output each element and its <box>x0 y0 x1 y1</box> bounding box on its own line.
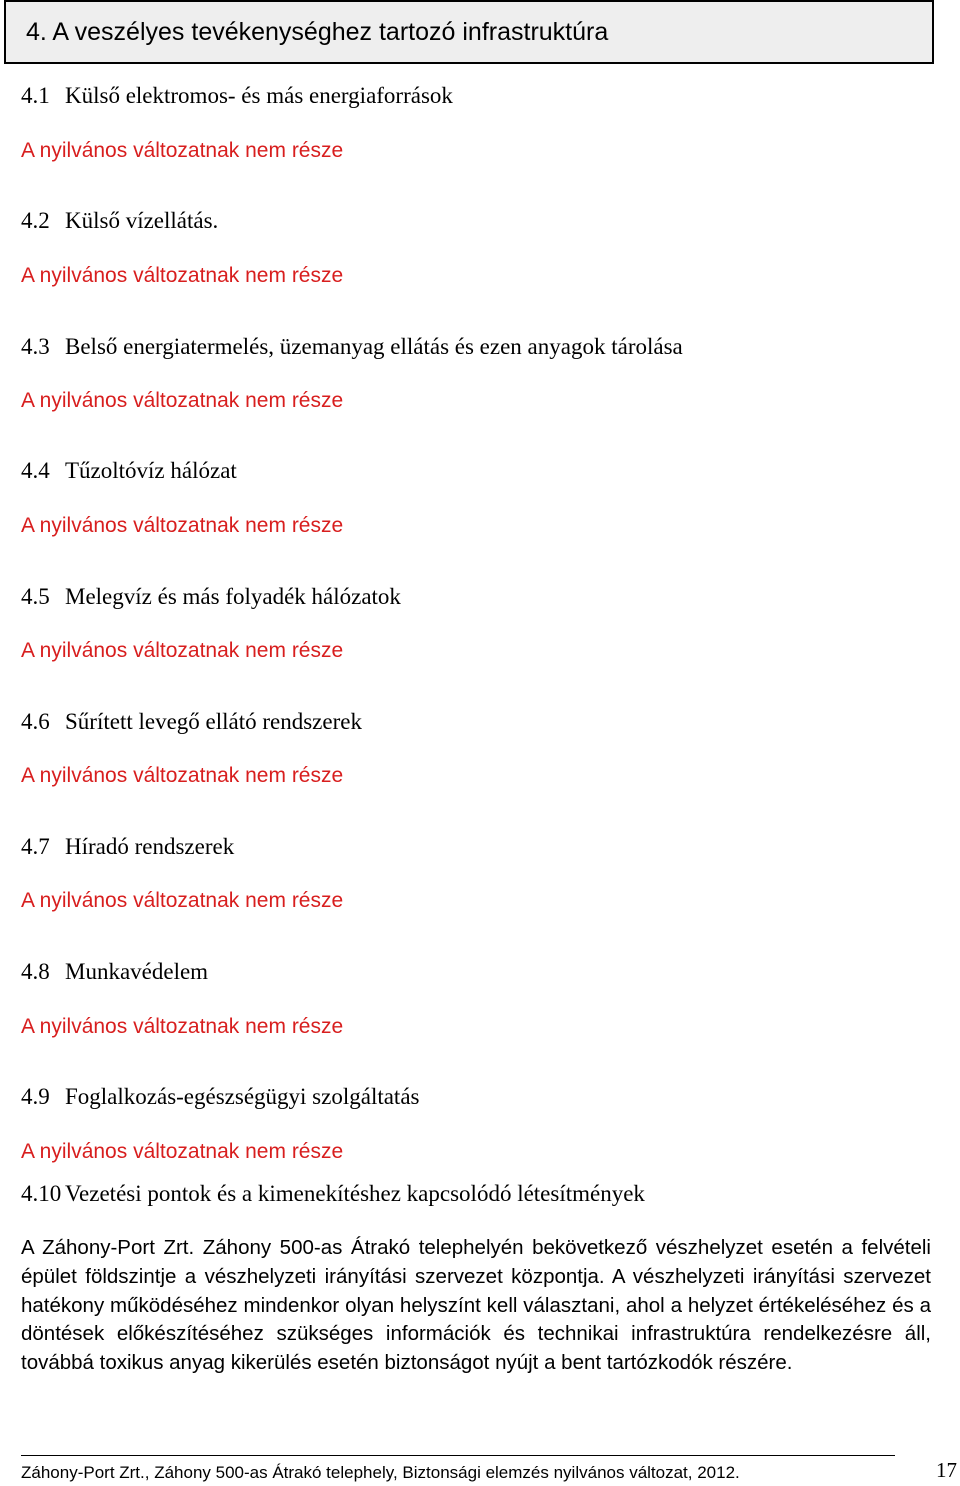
section-number: 4.10 <box>21 1181 62 1206</box>
section-heading <box>21 334 683 360</box>
section-title: Vezetési pontok és a kimenekítéshez kapcsolódó létesítmények <box>65 1181 645 1206</box>
footer-divider <box>21 1455 895 1456</box>
section-number: 4.7 <box>21 834 50 859</box>
section-note: A nyilvános változatnak nem része <box>21 639 344 662</box>
section-title: Sűrített levegő ellátó rendszerek <box>65 709 362 734</box>
section-title: Külső vízellátás. <box>65 208 219 233</box>
section-title: Külső elektromos- és más energiaforrások <box>65 83 453 108</box>
section-number: 4.2 <box>21 208 50 233</box>
section-heading <box>21 1181 645 1207</box>
section-number: 4.4 <box>21 458 50 483</box>
section-note: A nyilvános változatnak nem része <box>21 764 344 787</box>
section-title: Foglalkozás-egészségügyi szolgáltatás <box>65 1084 420 1109</box>
section-note: A nyilvános változatnak nem része <box>21 264 344 287</box>
section-title: Belső energiatermelés, üzemanyag ellátás és ezen anyagok tárolása <box>65 334 683 359</box>
section-heading <box>21 83 453 109</box>
section-number: 4.8 <box>21 959 50 984</box>
section-number: 4.9 <box>21 1084 50 1109</box>
section-note: A nyilvános változatnak nem része <box>21 1015 344 1038</box>
section-title: Melegvíz és más folyadék hálózatok <box>65 584 401 609</box>
page-number: 17 <box>936 1458 957 1482</box>
body-paragraph: A Záhony-Port Zrt. Záhony 500-as Átrakó telephelyén bekövetkező vészhelyzet esetén a felvételi épület földszintje a vészhelyzeti irányítási szervezet központja. A vészhelyzeti irányítási szervezet hatékony működéséhez mindenkor olyan helyszínt kell választani, ahol a helyzet értékeléséhez és a döntések előkészítéséhez szükséges információk és technikai infrastruktúra rendelkezésre áll, továbbá toxikus anyag kikerülés esetén biztonságot nyújt a bent tartózkodók részére. <box>21 1236 931 1375</box>
section-number: 4.1 <box>21 83 50 108</box>
chapter-heading-box <box>4 0 934 64</box>
section-note: A nyilvános változatnak nem része <box>21 889 344 912</box>
section-note: A nyilvános változatnak nem része <box>21 1140 344 1163</box>
section-title: Tűzoltóvíz hálózat <box>65 458 237 483</box>
section-heading <box>21 584 401 610</box>
section-heading <box>21 709 362 735</box>
chapter-title: 4. A veszélyes tevékenységhez tartozó infrastruktúra <box>26 18 609 46</box>
section-heading <box>21 834 234 860</box>
section-number: 4.6 <box>21 709 50 734</box>
section-heading <box>21 208 218 234</box>
section-title: Híradó rendszerek <box>65 834 235 859</box>
footer-text: Záhony-Port Zrt., Záhony 500-as Átrakó telephely, Biztonsági elemzés nyilvános változat, 2012. <box>21 1463 740 1482</box>
section-number: 4.5 <box>21 584 50 609</box>
section-heading <box>21 1084 419 1110</box>
section-heading <box>21 458 237 484</box>
section-number: 4.3 <box>21 334 50 359</box>
section-title: Munkavédelem <box>65 959 209 984</box>
section-note: A nyilvános változatnak nem része <box>21 514 344 537</box>
section-note: A nyilvános változatnak nem része <box>21 139 344 162</box>
section-note: A nyilvános változatnak nem része <box>21 389 344 412</box>
section-heading <box>21 959 208 985</box>
